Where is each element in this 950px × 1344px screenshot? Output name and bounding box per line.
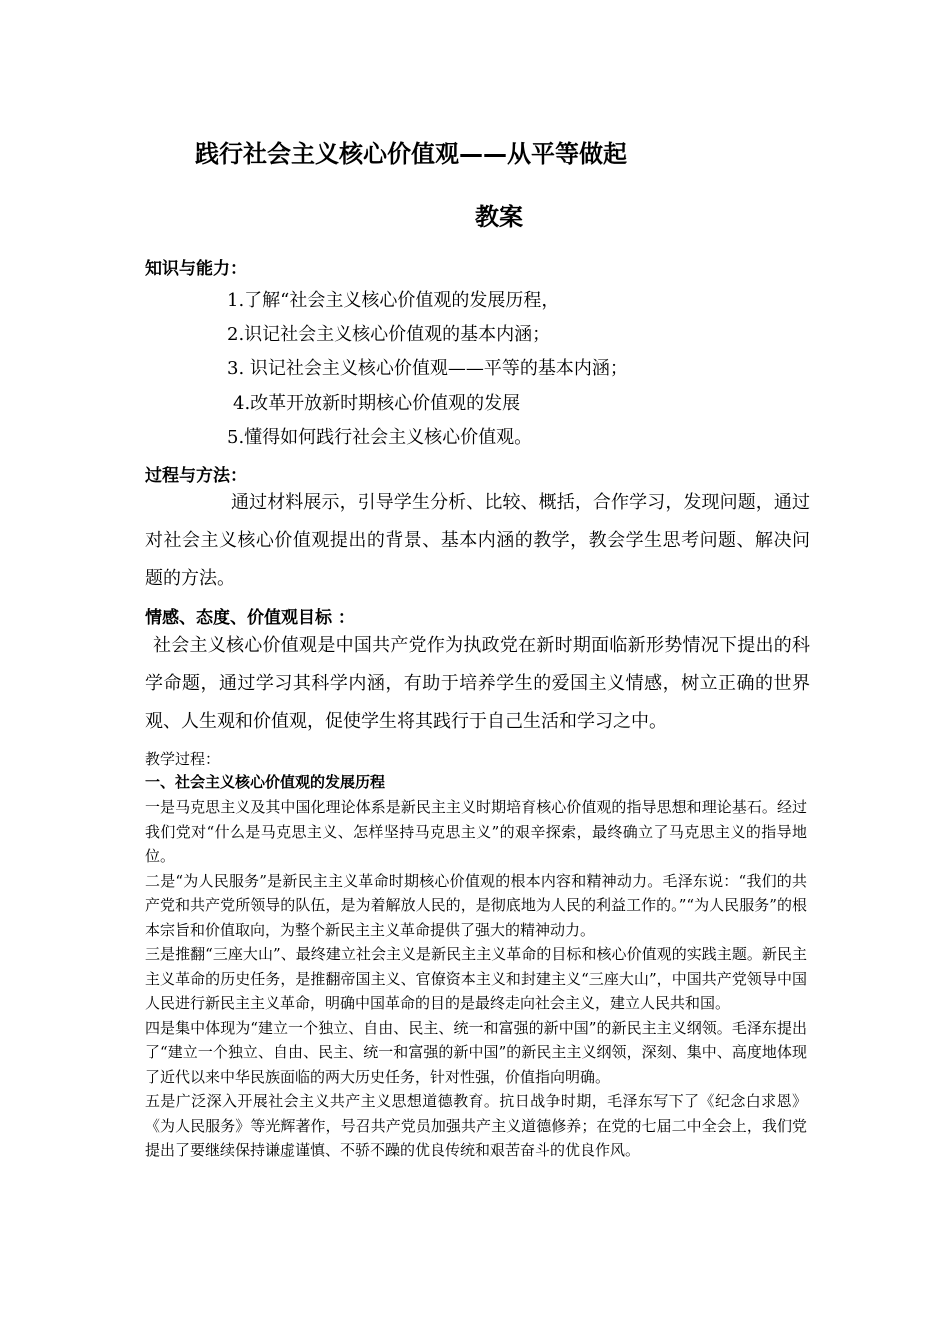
paragraph-5: 五是广泛深入开展社会主义共产主义思想道德教育。抗日战争时期，毛泽东写下了《纪念白求恩》《为人民服务》等光辉著作，号召共产党员加强共产主义道德修养；在党的七届二中全会上，我们党提出了要继续保持谦虚谨慎、不骄不躁的优良传统和艰苦奋斗的优良作风。 <box>145 1092 807 1159</box>
emotion-paragraph: 社会主义核心价值观是中国共产党作为执政党在新时期面临新形势情况下提出的科学命题，通过学习其科学内涵，有助于培养学生的爱国主义情感，树立正确的世界观、人生观和价值观，促使学生将其践行于自己生活和学习之中。 <box>145 635 810 732</box>
teaching-process-label: 教学过程： <box>145 750 221 768</box>
doc-subtitle: 教案 <box>475 203 523 231</box>
knowledge-item-1: 1.了解“社会主义核心价值观的发展历程， <box>227 290 560 311</box>
process-paragraph: 通过材料展示，引导学生分析、比较、概括，合作学习，发现问题，通过对社会主义核心价值观提出的背景、基本内涵的教学，教会学生思考问题、解决问题的方法。 <box>145 492 810 589</box>
paragraph-2: 二是“为人民服务”是新民主主义革命时期核心价值观的根本内容和精神动力。毛泽东说：“我们的共产党和共产党所领导的队伍，是为着解放人民的，是彻底地为人民的利益工作的。”“为人民服务”的根本宗旨和价值取向，为整个新民主主义革命提供了强大的精神动力。 <box>145 871 807 939</box>
knowledge-item-4: 4.改革开放新时期核心价值观的发展 <box>233 393 521 414</box>
knowledge-item-3: 3. 识记社会主义核心价值观——平等的基本内涵； <box>227 358 628 379</box>
section-1-body <box>145 795 807 1163</box>
doc-title: 践行社会主义核心价值观——从平等做起 <box>195 140 627 168</box>
section-1-heading: 一、社会主义核心价值观的发展历程 <box>145 773 386 791</box>
knowledge-heading: 知识与能力： <box>145 259 247 279</box>
knowledge-item-2: 2.识记社会主义核心价值观的基本内涵； <box>227 324 551 345</box>
process-heading: 过程与方法： <box>145 466 247 486</box>
paragraph-3: 三是推翻“三座大山”、最终建立社会主义是新民主主义革命的目标和核心价值观的实践主题。新民主主义革命的历史任务，是推翻帝国主义、官僚资本主义和封建主义“三座大山”，中国共产党领导中国人民进行新民主主义革命，明确中国革命的目的是最终走向社会主义，建立人民共和国。 <box>145 945 807 1012</box>
paragraph-1: 一是马克思主义及其中国化理论体系是新民主主义时期培育核心价值观的指导思想和理论基石。经过我们党对“什么是马克思主义、怎样坚持马克思主义”的艰辛探索，最终确立了马克思主义的指导地位。 <box>145 798 807 865</box>
emotion-heading: 情感、态度、价值观目标 ： <box>145 608 355 628</box>
knowledge-item-5: 5.懂得如何践行社会主义核心价值观。 <box>227 427 533 448</box>
paragraph-4: 四是集中体现为“建立一个独立、自由、民主、统一和富强的新中国”的新民主主义纲领。毛泽东提出了“建立一个独立、自由、民主、统一和富强的新中国”的新民主主义纲领，深刻、集中、高度地体现了近代以来中华民族面临的两大历史任务，针对性强，价值指向明确。 <box>145 1018 807 1086</box>
